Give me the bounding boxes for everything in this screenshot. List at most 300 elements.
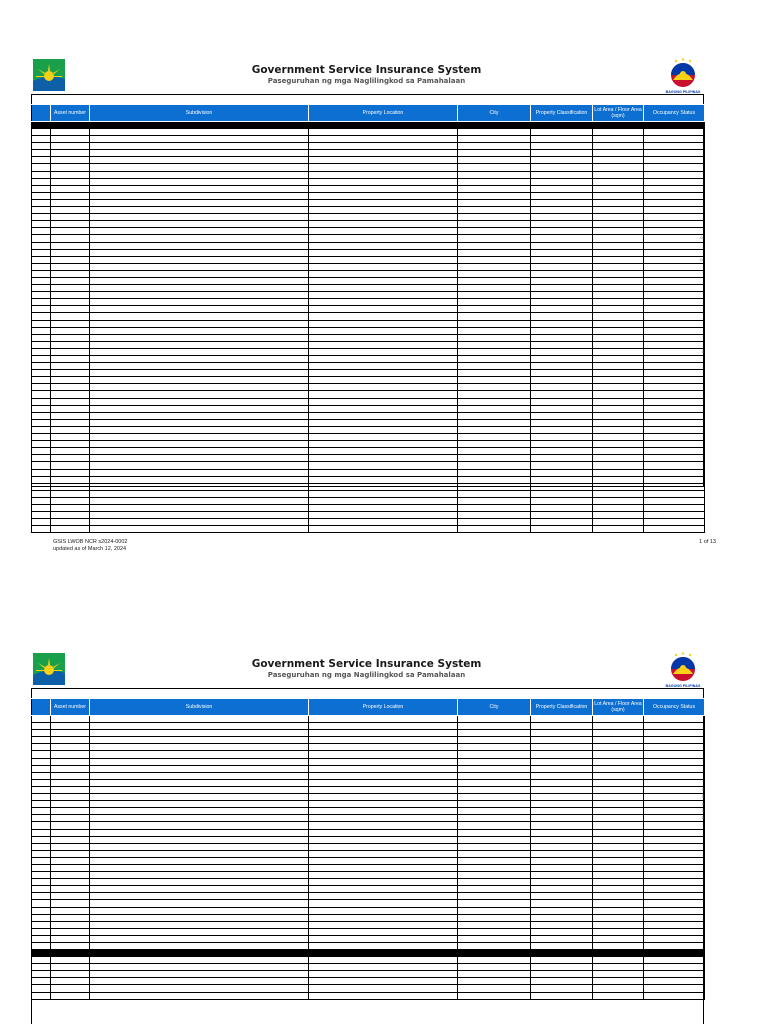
table-cell: [51, 526, 90, 533]
table-row: [32, 737, 705, 744]
table-cell: [531, 129, 593, 136]
table-cell: [593, 129, 644, 136]
table-cell: [531, 886, 593, 893]
table-cell: [593, 391, 644, 398]
table-cell: [90, 900, 309, 907]
table-cell: [593, 476, 644, 483]
table-cell: [531, 815, 593, 822]
footer-updated: updated as of March 12, 2024: [53, 546, 127, 552]
table-cell: [32, 822, 51, 829]
table-row: [32, 199, 705, 206]
table-row: [32, 136, 705, 143]
table-cell: [51, 384, 90, 391]
table-cell: [32, 943, 51, 950]
table-cell: [593, 270, 644, 277]
table-cell: [593, 122, 644, 129]
table-row: [32, 150, 705, 157]
table-cell: [90, 526, 309, 533]
table-cell: [32, 391, 51, 398]
table-cell: [309, 886, 458, 893]
table-row: [32, 455, 705, 462]
table-cell: [51, 143, 90, 150]
table-row: [32, 900, 705, 907]
table-cell: [458, 829, 531, 836]
column-header-lot-area: Lot Area / Floor Area (sqm): [593, 699, 644, 716]
table-cell: [32, 313, 51, 320]
table-cell: [309, 327, 458, 334]
table-cell: [309, 391, 458, 398]
table-cell: [593, 405, 644, 412]
table-cell: [309, 462, 458, 469]
table-cell: [644, 850, 705, 857]
table-cell: 0: [644, 808, 705, 815]
table-cell: [593, 384, 644, 391]
table-cell: [593, 249, 644, 256]
table-cell: [90, 907, 309, 914]
table-cell: [90, 716, 309, 723]
table-row: [32, 476, 705, 483]
table-cell: [32, 864, 51, 871]
table-cell: [309, 270, 458, 277]
table-cell: [531, 716, 593, 723]
table-cell: [309, 850, 458, 857]
table-cell: [32, 249, 51, 256]
table-cell: [644, 285, 705, 292]
table-cell: [309, 758, 458, 765]
table-cell: [32, 285, 51, 292]
table-cell: [90, 469, 309, 476]
table-cell: [531, 914, 593, 921]
table-cell: [593, 334, 644, 341]
table-cell: [644, 214, 705, 221]
table-cell: [309, 751, 458, 758]
table-cell: [644, 299, 705, 306]
table-row: [32, 751, 705, 758]
table-row: [32, 978, 705, 985]
table-cell: [309, 363, 458, 370]
table-cell: [90, 426, 309, 433]
table-cell: [32, 483, 51, 490]
table-cell: [309, 978, 458, 985]
table-cell: [32, 320, 51, 327]
table-row: [32, 730, 705, 737]
table-cell: [90, 730, 309, 737]
table-cell: [309, 772, 458, 779]
table-cell: [90, 199, 309, 206]
table-cell: [458, 384, 531, 391]
table-row: [32, 214, 705, 221]
table-cell: [51, 886, 90, 893]
table-cell: [32, 136, 51, 143]
table-cell: [458, 143, 531, 150]
table-cell: [531, 306, 593, 313]
table-cell: [593, 136, 644, 143]
table-cell: [531, 808, 593, 815]
column-header-city: City: [458, 699, 531, 716]
table-cell: [531, 277, 593, 284]
table-cell: [309, 794, 458, 801]
table-cell: [32, 794, 51, 801]
table-cell: [531, 462, 593, 469]
table-cell: [644, 334, 705, 341]
table-cell: [644, 122, 705, 129]
table-cell: [458, 192, 531, 199]
table-cell: [51, 398, 90, 405]
table-cell: [90, 519, 309, 526]
table-cell: [90, 136, 309, 143]
table-cell: [90, 370, 309, 377]
table-cell: [531, 957, 593, 964]
table-cell: [51, 164, 90, 171]
table-row: [32, 285, 705, 292]
table-cell: [90, 978, 309, 985]
table-cell: [593, 157, 644, 164]
table-cell: [593, 171, 644, 178]
table-row: [32, 483, 705, 490]
table-cell: [644, 306, 705, 313]
table-cell: [531, 519, 593, 526]
table-cell: [531, 723, 593, 730]
table-cell: [593, 356, 644, 363]
table-cell: [458, 270, 531, 277]
table-cell: [593, 363, 644, 370]
table-cell: [531, 363, 593, 370]
table-cell: [593, 857, 644, 864]
table-cell: [644, 893, 705, 900]
table-cell: [531, 441, 593, 448]
table-row: [32, 277, 705, 284]
table-cell: [51, 270, 90, 277]
table-cell: [644, 448, 705, 455]
table-row: [32, 348, 705, 355]
table-cell: [644, 716, 705, 723]
table-cell: [458, 978, 531, 985]
table-cell: [458, 490, 531, 497]
table-cell: [531, 497, 593, 504]
table-cell: [593, 815, 644, 822]
table-cell: [593, 512, 644, 519]
table-cell: [531, 490, 593, 497]
table-cell: [51, 249, 90, 256]
table-cell: [309, 765, 458, 772]
table-cell: [90, 299, 309, 306]
table-cell: [309, 822, 458, 829]
table-cell: [531, 928, 593, 935]
table-cell: [531, 270, 593, 277]
table-cell: [309, 964, 458, 971]
table-cell: [531, 384, 593, 391]
table-cell: [593, 448, 644, 455]
table-cell: [51, 914, 90, 921]
table-cell: [309, 277, 458, 284]
table-cell: [458, 519, 531, 526]
table-row: [32, 907, 705, 914]
table-cell: [32, 164, 51, 171]
table-cell: [531, 214, 593, 221]
table-cell: [458, 299, 531, 306]
table-cell: [309, 235, 458, 242]
table-cell: [644, 950, 705, 957]
table-cell: [458, 914, 531, 921]
table-cell: [458, 341, 531, 348]
table-cell: [593, 441, 644, 448]
table-row: [32, 412, 705, 419]
table-cell: [644, 412, 705, 419]
table-row: [32, 765, 705, 772]
table-cell: [32, 171, 51, 178]
table-row: [32, 490, 705, 497]
page-2: [0, 594, 768, 1024]
footer-doc-info: [53, 539, 127, 553]
table-cell: [309, 907, 458, 914]
table-cell: [531, 249, 593, 256]
table-cell: [644, 356, 705, 363]
table-cell: [309, 490, 458, 497]
table-cell: [644, 900, 705, 907]
table-row: [32, 334, 705, 341]
table-cell: [531, 426, 593, 433]
table-cell: [51, 263, 90, 270]
table-cell: [458, 483, 531, 490]
table-cell: [32, 270, 51, 277]
table-cell: [593, 242, 644, 249]
table-cell: [90, 334, 309, 341]
page-title: Government Service Insurance System: [251, 658, 482, 670]
table-cell: [51, 801, 90, 808]
table-cell: [90, 341, 309, 348]
table-row: [32, 171, 705, 178]
table-cell: [32, 228, 51, 235]
table-row: [32, 207, 705, 214]
table-cell: [644, 483, 705, 490]
table-cell: [32, 985, 51, 992]
table-cell: [309, 857, 458, 864]
table-cell: [644, 921, 705, 928]
table-cell: [90, 512, 309, 519]
table-cell: [51, 730, 90, 737]
table-cell: [51, 185, 90, 192]
table-cell: [309, 893, 458, 900]
table-cell: [458, 765, 531, 772]
column-header-asset-number: Asset number: [51, 699, 90, 716]
table-row: [32, 419, 705, 426]
table-cell: [593, 207, 644, 214]
table-cell: [531, 299, 593, 306]
table-cell: [458, 469, 531, 476]
table-cell: [51, 277, 90, 284]
table-cell: [644, 192, 705, 199]
table-cell: [90, 412, 309, 419]
table-cell: [593, 836, 644, 843]
table-cell: [51, 921, 90, 928]
table-cell: [51, 957, 90, 964]
table-cell: [32, 221, 51, 228]
table-cell: [644, 476, 705, 483]
table-cell: [32, 341, 51, 348]
table-cell: [531, 730, 593, 737]
column-header-city: City: [458, 105, 531, 122]
table-cell: [593, 143, 644, 150]
table-cell: [531, 370, 593, 377]
table-cell: [51, 716, 90, 723]
table-row: [32, 242, 705, 249]
table-cell: [51, 242, 90, 249]
table-cell: [644, 270, 705, 277]
table-cell: [309, 943, 458, 950]
table-cell: [644, 978, 705, 985]
table-row: [32, 263, 705, 270]
table-cell: [531, 292, 593, 299]
table-cell: [309, 419, 458, 426]
table-cell: [531, 356, 593, 363]
table-cell: [593, 808, 644, 815]
table-cell: [458, 448, 531, 455]
table-cell: [90, 277, 309, 284]
table-cell: [458, 893, 531, 900]
table-cell: [644, 157, 705, 164]
table-cell: [51, 214, 90, 221]
table-cell: [90, 872, 309, 879]
table-cell: [32, 441, 51, 448]
table-row: [32, 235, 705, 242]
table-cell: [458, 886, 531, 893]
table-row: [32, 270, 705, 277]
table-cell: [309, 526, 458, 533]
table-row: [32, 744, 705, 751]
table-cell: [90, 171, 309, 178]
table-cell: [309, 157, 458, 164]
table-cell: [90, 157, 309, 164]
table-cell: [531, 836, 593, 843]
table-cell: [531, 907, 593, 914]
table-cell: [32, 398, 51, 405]
table-cell: [51, 313, 90, 320]
table-cell: [32, 900, 51, 907]
table-row: [32, 391, 705, 398]
table-cell: [51, 822, 90, 829]
table-cell: [51, 985, 90, 992]
table-cell: [90, 192, 309, 199]
table-cell: [32, 716, 51, 723]
column-header-property-classification: Property Classification: [531, 699, 593, 716]
column-header-occupancy-status: Occupancy Status: [644, 105, 705, 122]
table-cell: [309, 744, 458, 751]
table-cell: [458, 441, 531, 448]
table-cell: [593, 327, 644, 334]
table-cell: [90, 164, 309, 171]
table-cell: [593, 964, 644, 971]
table-row: [32, 808, 705, 815]
table-cell: [458, 249, 531, 256]
table-cell: [593, 928, 644, 935]
table-row: [32, 143, 705, 150]
table-cell: [90, 228, 309, 235]
table-row: [32, 448, 705, 455]
table-cell: [90, 348, 309, 355]
table-cell: [32, 964, 51, 971]
table-cell: [32, 434, 51, 441]
table-cell: [458, 164, 531, 171]
table-row: [32, 794, 705, 801]
table-cell: [90, 992, 309, 999]
table-cell: [458, 398, 531, 405]
asset-table: [31, 104, 705, 533]
table-row: [32, 928, 705, 935]
table-cell: [593, 907, 644, 914]
table-cell: [90, 758, 309, 765]
table-cell: [593, 490, 644, 497]
column-header-property-location: Property Location: [309, 105, 458, 122]
table-cell: [90, 504, 309, 511]
table-cell: [90, 744, 309, 751]
table-cell: [644, 150, 705, 157]
table-cell: [51, 256, 90, 263]
table-cell: [593, 426, 644, 433]
table-cell: [531, 857, 593, 864]
table-cell: [51, 207, 90, 214]
table-cell: [593, 299, 644, 306]
table-row: [32, 497, 705, 504]
table-cell: [644, 185, 705, 192]
table-cell: [51, 758, 90, 765]
table-cell: 0: [644, 794, 705, 801]
table-cell: [90, 207, 309, 214]
table-cell: [90, 129, 309, 136]
table-cell: [644, 199, 705, 206]
table-cell: [90, 737, 309, 744]
table-row: [32, 356, 705, 363]
page-subtitle: Paseguruhan ng mga Naglilingkod sa Pamahalaan: [267, 671, 466, 679]
table-cell: [309, 801, 458, 808]
table-row: [32, 836, 705, 843]
table-cell: [644, 434, 705, 441]
table-cell: [90, 864, 309, 871]
table-cell: [531, 964, 593, 971]
table-cell: [90, 150, 309, 157]
table-cell: [90, 242, 309, 249]
table-cell: [458, 716, 531, 723]
asset-table: [31, 698, 705, 1000]
table-cell: [644, 857, 705, 864]
table-cell: [593, 758, 644, 765]
table-cell: [531, 419, 593, 426]
table-cell: [32, 512, 51, 519]
table-cell: [458, 363, 531, 370]
table-cell: [309, 900, 458, 907]
table-cell: [644, 992, 705, 999]
table-cell: [593, 519, 644, 526]
table-cell: [644, 242, 705, 249]
table-cell: [593, 794, 644, 801]
table-cell: [644, 391, 705, 398]
table-cell: [531, 758, 593, 765]
table-cell: [309, 299, 458, 306]
table-cell: [458, 370, 531, 377]
table-row: [32, 822, 705, 829]
table-cell: [458, 178, 531, 185]
table-cell: [458, 136, 531, 143]
table-cell: [309, 242, 458, 249]
table-cell: [593, 164, 644, 171]
table-cell: [458, 150, 531, 157]
table-cell: 0: [644, 786, 705, 793]
table-cell: [531, 242, 593, 249]
table-row: [32, 377, 705, 384]
table-cell: [90, 950, 309, 957]
table-cell: [51, 228, 90, 235]
table-cell: [458, 334, 531, 341]
table-cell: [51, 334, 90, 341]
